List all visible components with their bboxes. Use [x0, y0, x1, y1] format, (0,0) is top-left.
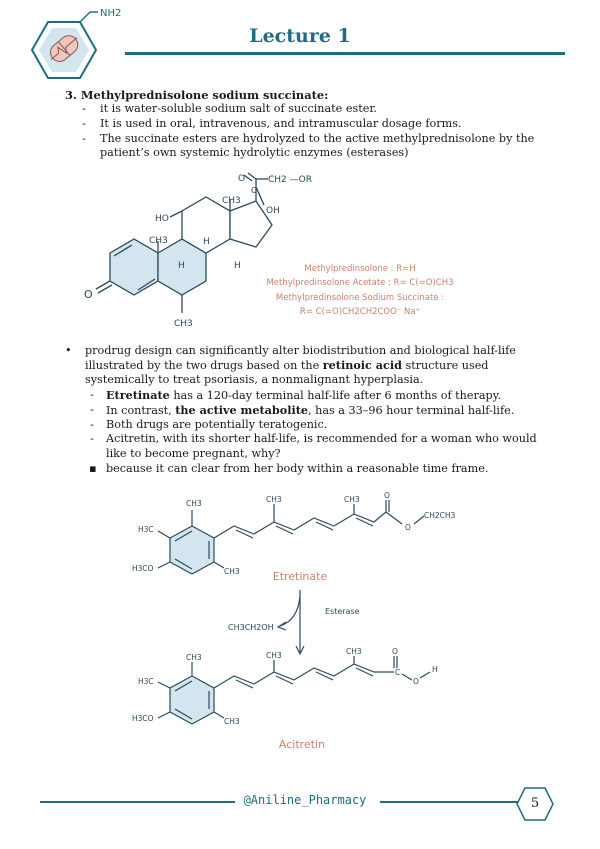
logo	[28, 0, 138, 100]
list-item: The succinate esters are hydrolyzed to the active methylprednisolone by the	[100, 132, 535, 145]
label-o-carbonyl: O	[238, 174, 246, 184]
label-o: O	[384, 491, 390, 500]
label-c: C	[251, 186, 257, 195]
list-item: Both drugs are potentially teratogenic.	[106, 418, 328, 431]
label-h-a: H	[178, 261, 185, 271]
paragraph-line: prodrug design can significantly alter biodistribution and biological half-life	[85, 344, 516, 357]
label-ch3-b: CH3	[222, 196, 241, 206]
label-o: O	[392, 647, 398, 656]
label-ch3: CH3	[186, 653, 202, 662]
etretinate-name: Etretinate	[272, 570, 328, 583]
label-ch3-bottom: CH3	[174, 319, 193, 329]
page-number: 5	[530, 796, 540, 811]
label-h-b: H	[203, 237, 210, 247]
legend-line: Methylpredinsolone : R=H	[304, 264, 416, 274]
page-title: Lecture 1	[249, 25, 351, 47]
label-h3c: H3C	[138, 525, 154, 534]
label-h3c: H3C	[138, 677, 154, 686]
label-ch3: CH3	[224, 567, 240, 576]
list-item: it is water-soluble sodium salt of succinate ester.	[100, 102, 377, 115]
list-item: like to become pregnant, why?	[106, 447, 281, 460]
section-heading: 3. Methylprednisolone sodium succinate:	[65, 88, 329, 102]
label-o: O	[405, 523, 411, 532]
label-h3co: H3CO	[132, 564, 154, 573]
legend-line: Methylpredinsolone Acetate : R= C(=O)CH3	[266, 278, 454, 288]
dash-marker: -	[90, 432, 94, 445]
paragraph-line: illustrated by the two drugs based on the retinoic acid structure used	[85, 358, 489, 372]
footer-handle: @Aniline_Pharmacy	[243, 793, 367, 807]
legend-line: Methylpredinsolone Sodium Succinate :	[275, 293, 445, 303]
label-ch3-a: CH3	[149, 236, 168, 246]
list-item: because it can clear from her body within a reasonable time frame.	[106, 462, 489, 475]
bullet-marker: •	[65, 344, 72, 357]
enzyme-label: Esterase	[325, 607, 360, 616]
label-h-c: H	[234, 261, 241, 271]
label-ch2or: CH2 —OR	[268, 175, 312, 185]
label-ch3: CH3	[344, 495, 360, 504]
list-item: In contrast, the active metabolite, has a 33–96 hour terminal half-life.	[106, 403, 515, 417]
label-o: O	[413, 677, 419, 686]
legend-line: R= C(=O)CH2CH2COO⁻ Na⁺	[299, 307, 421, 317]
dash-marker: -	[82, 102, 86, 115]
label-c: C	[395, 668, 401, 677]
label-ch3: CH3	[224, 717, 240, 726]
dash-marker: -	[90, 418, 94, 431]
footer-rule-right	[380, 801, 520, 803]
paragraph-line: systemically to treat psoriasis, a nonmalignant hyperplasia.	[85, 373, 424, 386]
square-bullet-marker: ▪	[89, 462, 97, 475]
dash-marker: -	[82, 117, 86, 130]
list-item: It is used in oral, intravenous, and intramuscular dosage forms.	[100, 117, 462, 130]
label-oh-right: OH	[266, 206, 280, 216]
footer-rule-left	[40, 801, 235, 803]
etretinate-acitretin-scheme	[120, 488, 500, 760]
logo-nh2-label: NH2	[100, 8, 122, 19]
byproduct-label: CH3CH2OH	[228, 623, 274, 632]
list-item: Acitretin, with its shorter half-life, is recommended for a woman who would	[106, 432, 537, 445]
list-item: patient’s own systemic hydrolytic enzymes (esterases)	[100, 146, 409, 159]
dash-marker: -	[90, 403, 94, 416]
label-ch3: CH3	[266, 495, 282, 504]
dash-marker: -	[82, 132, 86, 145]
label-ch3: CH3	[186, 499, 202, 508]
label-o-ketone: O	[84, 288, 93, 301]
header-rule	[125, 52, 565, 55]
label-ho-left: HO	[155, 214, 169, 224]
list-item: Etretinate has a 120-day terminal half-life after 6 months of therapy.	[106, 388, 502, 402]
label-ethyl: CH2CH3	[424, 511, 456, 520]
methylprednisolone-structure	[60, 165, 540, 340]
label-h: H	[432, 665, 438, 674]
acitretin-name: Acitretin	[278, 738, 326, 751]
retinoic-acid-term: retinoic acid	[322, 358, 402, 372]
dash-marker: -	[90, 388, 94, 401]
label-ch3: CH3	[266, 651, 282, 660]
reaction-arrow	[278, 590, 304, 654]
label-h3co: H3CO	[132, 714, 154, 723]
label-ch3: CH3	[346, 647, 362, 656]
